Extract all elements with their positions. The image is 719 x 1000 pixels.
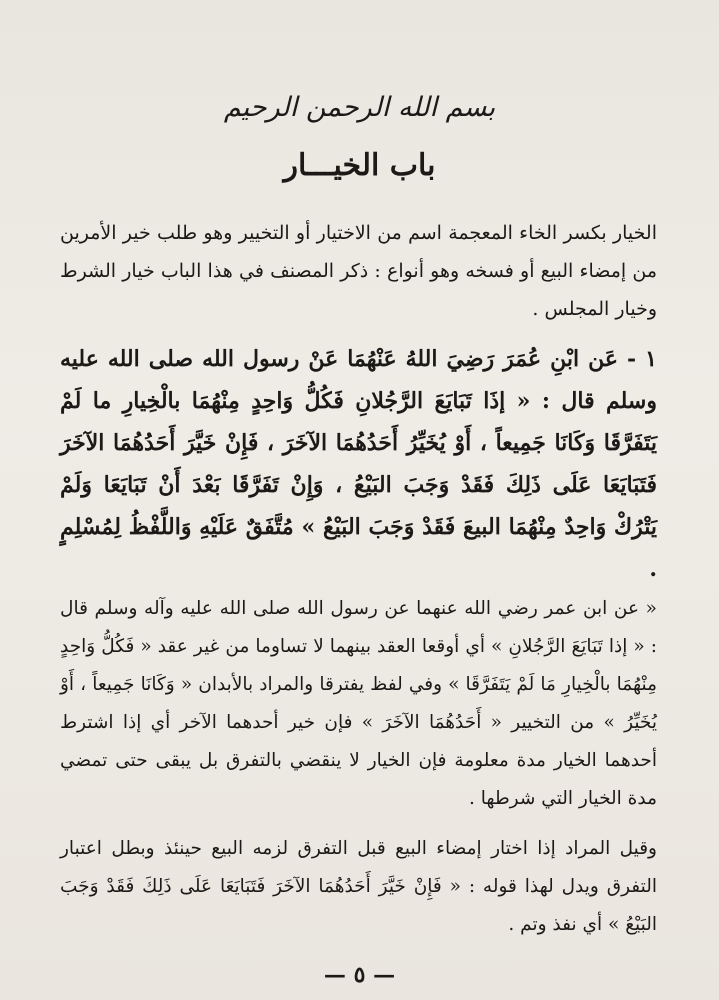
- chapter-title: باب الخيـــار: [283, 148, 436, 183]
- basmala-heading: بسم الله الرحمن الرحيم: [223, 92, 496, 123]
- commentary-paragraph-2: وقيل المراد إذا اختار إمضاء البيع قبل التفرق لزمه البيع حينئذ وبطل اعتبار التفرق ويدل لهذا قوله : « فَإِنْ خَيَّرَ أَحَدُهُمَا الآخَرَ فَتَبَايَعَا عَلَى ذَلِكَ فَقَدْ وَجَبَ البَيْعُ » أي نفذ وتم .: [60, 838, 657, 935]
- hadith-paragraph: ١ - عَن ابْنِ عُمَرَ رَضِيَ اللهُ عَنْهُمَا عَنْ رسول الله صلى الله عليه وسلم قال : « إذَا تَبَايَعَ الرَّجُلانِ فَكُلُّ وَاحِدٍ مِنْهُمَا بالْخِيارِ ما لَمْ يَتَفَرَّقَا وَكَانَا جَمِيعاً ، أَوْ يُخَيِّرُ أَحَدُهُمَا الآخَرَ ، فَإِنْ خَيَّرَ أَحَدُهُمَا الآخَرَ فَتَبَايَعَا عَلَى ذَلِكَ فَقَدْ وَجَبَ البَيْعُ ، وَإِنْ تَفَرَّقَا بَعْدَ أَنْ تَبَايَعَا وَلَمْ يَتْرُكْ وَاحِدٌ مِنْهُمَا البيعَ فَقَدْ وَجَبَ البَيْعُ » مُتَّفَقٌ عَلَيْهِ وَاللَّفْظُ لِمُسْلِمٍ .: [60, 346, 657, 582]
- intro-paragraph: الخيار بكسر الخاء المعجمة اسم من الاختيار أو التخيير وهو طلب خير الأمرين من إمضاء البيع أو فسخه وهو أنواع : ذكر المصنف في هذا الباب خيار الشرط وخيار المجلس .: [60, 222, 657, 320]
- page-number: — ٥ —: [323, 962, 396, 988]
- commentary-paragraph-1: « عن ابن عمر رضي الله عنهما عن رسول الله صلى الله عليه وآله وسلم قال : « إذا تَبَايَعَ الرَّجُلانِ » أي أوقعا العقد بينهما لا تساوما من غير عقد « فَكُلُّ وَاحِدٍ مِنْهُمَا بالْخِيارِ مَا لَمْ يَتَفَرَّقَا » وفي لفظ يفترقا والمراد بالأبدان « وَكَانَا جَمِيعاً ، أَوْ يُخَيِّرُ » من التخيير « أَحَدُهُمَا الآخَرَ » فإن خير أحدهما الآخر أي إذا اشترط أحدهما الخيار مدة معلومة فإن الخيار لا ينقضي بالتفرق بل يبقى حتى تمضي مدة الخيار التي شرطها .: [60, 598, 657, 809]
